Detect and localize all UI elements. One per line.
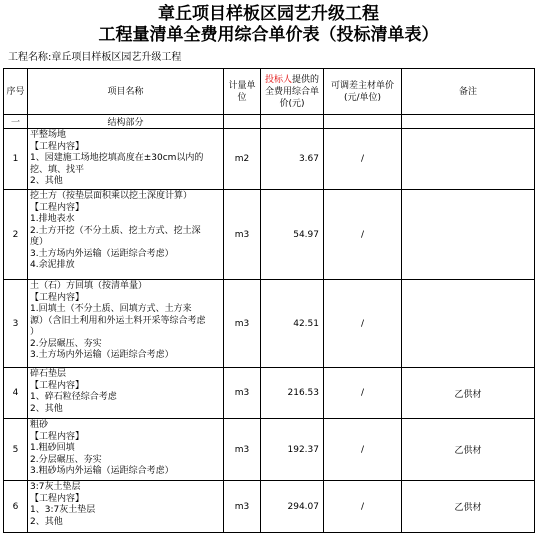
table-row: [4, 368, 535, 419]
row-material: /: [324, 481, 402, 533]
header-item-name: 项目名称: [28, 69, 224, 115]
table-row: [4, 481, 535, 533]
quote-table: [3, 68, 535, 533]
row-item-name: 碎石垫层 【工程内容】 1、碎石粒径综合考虑 2、其他: [28, 368, 224, 419]
title-line-2: 工程量清单全费用综合单价表（投标清单表）: [98, 25, 439, 45]
row-remark: [402, 129, 535, 190]
header-price: [261, 69, 324, 115]
row-material: /: [324, 129, 402, 190]
row-unit: m3: [224, 190, 261, 280]
row-seq: 6: [4, 481, 28, 533]
row-unit: m3: [224, 419, 261, 481]
row-price: 294.07: [261, 481, 324, 533]
project-name: 章丘项目样板区园艺升级工程: [51, 52, 182, 63]
row-material: /: [324, 190, 402, 280]
row-unit: m3: [224, 368, 261, 419]
row-seq: 3: [4, 280, 28, 368]
row-remark: [402, 280, 535, 368]
row-item-name: 平整场地 【工程内容】 1、园建施工场地挖填高度在±30cm以内的 挖、填、找平 2、其他: [28, 129, 224, 190]
row-price: 54.97: [261, 190, 324, 280]
row-item-name: 土（石）方回填（按清单量） 【工程内容】 1.回填土（不分土质、回填方式、土方来 源）（含旧土利用和外运土料开采等综合考虑 ） 2.分层碾压、夯实 3.土方场内外运输（运距综合考虑）: [28, 280, 224, 368]
header-remark: 备注: [402, 69, 535, 115]
section-seq: 一: [4, 115, 28, 129]
row-material: /: [324, 419, 402, 481]
header-price-bidder: 投标人: [264, 74, 292, 85]
row-item-name: 粗砂 【工程内容】 1.粗砂回填 2.分层碾压、夯实 3.粗砂场内外运输（运距综合考虑）: [28, 419, 224, 481]
header-material: 可调差主材单价(元/单位): [324, 69, 402, 115]
row-price: 216.53: [261, 368, 324, 419]
row-seq: 2: [4, 190, 28, 280]
section-row: [4, 115, 535, 129]
header-unit: 计量单位: [224, 69, 261, 115]
row-material: /: [324, 280, 402, 368]
row-unit: m3: [224, 481, 261, 533]
row-remark: 乙供材: [402, 368, 535, 419]
table-row: [4, 419, 535, 481]
table-row: [4, 190, 535, 280]
project-name-line: [8, 51, 181, 65]
row-material: /: [324, 368, 402, 419]
table-row: [4, 129, 535, 190]
row-seq: 4: [4, 368, 28, 419]
row-remark: 乙供材: [402, 481, 535, 533]
row-seq: 5: [4, 419, 28, 481]
row-price: 192.37: [261, 419, 324, 481]
row-remark: [402, 190, 535, 280]
row-unit: m3: [224, 280, 261, 368]
header-seq: 序号: [4, 69, 28, 115]
row-unit: m2: [224, 129, 261, 190]
row-item-name: 3:7灰土垫层 【工程内容】 1、3:7灰土垫层 2、其他: [28, 481, 224, 533]
table-row: [4, 280, 535, 368]
title-line-1: 章丘项目样板区园艺升级工程: [158, 4, 379, 24]
project-label: 工程名称:: [8, 52, 52, 63]
section-name: 结构部分: [28, 115, 224, 129]
row-price: 3.67: [261, 129, 324, 190]
header-price-rest: 提供的全费用综合单价(元): [264, 74, 320, 109]
row-price: 42.51: [261, 280, 324, 368]
header-row: [4, 69, 535, 115]
row-item-name: 挖土方（按垫层面积乘以挖土深度计算） 【工程内容】 1.排地表水 2.土方开挖（不分土质、挖土方式、挖土深 度） 3.土方场内外运输（运距综合考虑） 4.余泥排放: [28, 190, 224, 280]
row-seq: 1: [4, 129, 28, 190]
row-remark: 乙供材: [402, 419, 535, 481]
